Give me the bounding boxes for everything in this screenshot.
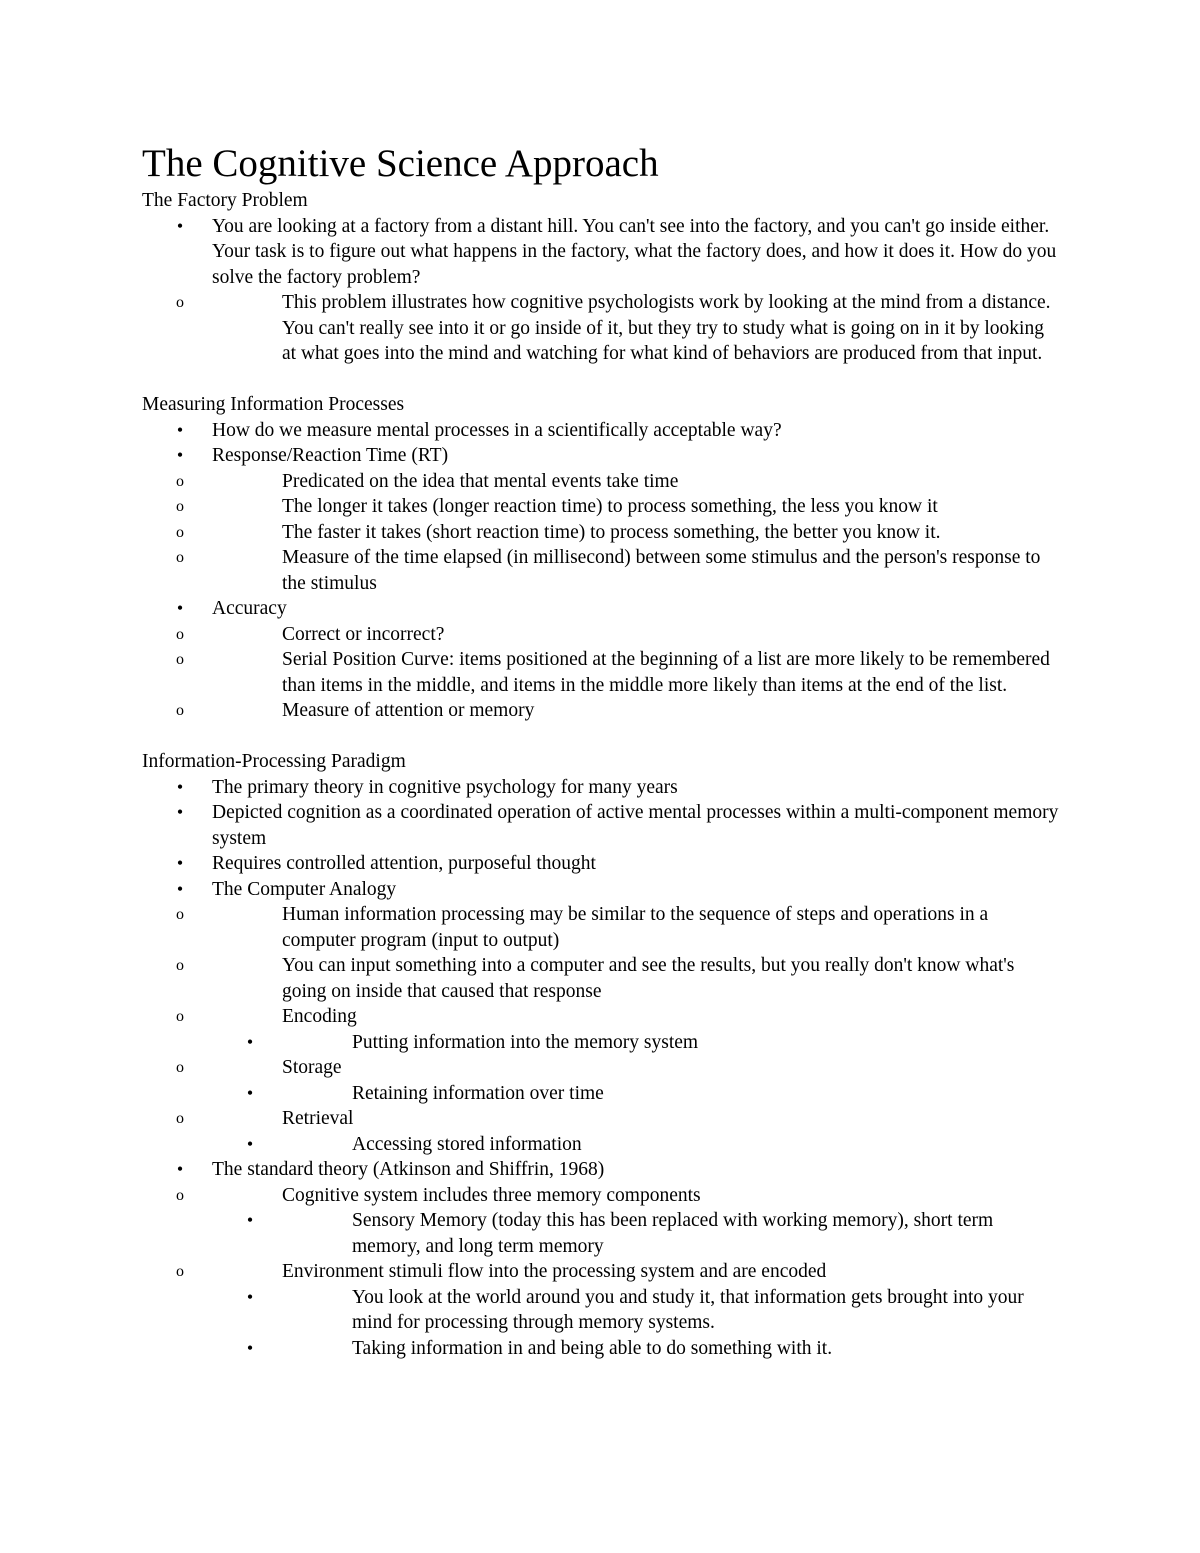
outline-level-2-list bbox=[176, 290, 1062, 367]
outline-level-2-list bbox=[176, 469, 1062, 597]
bullet-icon: • bbox=[176, 776, 184, 797]
section-spacer bbox=[142, 367, 1062, 393]
list-item bbox=[176, 953, 1062, 1004]
list-item-text: How do we measure mental processes in a scientifically acceptable way? bbox=[212, 419, 782, 441]
bullet-icon: • bbox=[246, 1337, 254, 1358]
section bbox=[142, 367, 1062, 724]
list-item-text: The standard theory (Atkinson and Shiffrin, 1968) bbox=[212, 1159, 605, 1180]
bullet-icon: • bbox=[176, 419, 184, 440]
list-item-text: Storage bbox=[282, 1057, 342, 1078]
list-item bbox=[176, 622, 1062, 648]
list-item-text: Accuracy bbox=[212, 598, 287, 619]
list-item bbox=[176, 1106, 1062, 1157]
page-title: The Cognitive Science Approach bbox=[142, 142, 659, 185]
list-item-text: Human information processing may be similar to the sequence of steps and operations in a computer program (input to output) bbox=[282, 904, 989, 951]
list-item bbox=[246, 1208, 1062, 1259]
bullet-icon: • bbox=[176, 215, 184, 236]
outline-level-1-list bbox=[142, 418, 1062, 724]
circle-bullet-icon: o bbox=[176, 625, 184, 643]
list-item-text: Environment stimuli flow into the processing system and are encoded bbox=[282, 1261, 827, 1282]
list-item bbox=[142, 851, 1062, 877]
list-item bbox=[176, 1004, 1062, 1055]
document-body bbox=[142, 140, 1062, 1361]
list-item bbox=[142, 775, 1062, 801]
list-item-text: Putting information into the memory system bbox=[352, 1031, 699, 1053]
list-item bbox=[176, 902, 1062, 953]
list-item bbox=[142, 800, 1062, 851]
list-item bbox=[176, 647, 1062, 698]
list-item-text: The longer it takes (longer reaction time) to process something, the less you know it bbox=[282, 496, 938, 517]
circle-bullet-icon: o bbox=[176, 523, 184, 541]
circle-bullet-icon: o bbox=[176, 472, 184, 490]
list-item-text: Measure of the time elapsed (in millisecond) between some stimulus and the person's response to the stimulus bbox=[282, 547, 1041, 594]
list-item bbox=[142, 214, 1062, 367]
list-item bbox=[246, 1336, 1062, 1362]
bullet-icon: • bbox=[246, 1210, 254, 1230]
list-item-text: Taking information in and being able to do something with it. bbox=[352, 1337, 833, 1359]
list-item bbox=[176, 520, 1062, 546]
list-item bbox=[176, 1259, 1062, 1361]
outline-level-3-list bbox=[246, 1285, 1062, 1362]
list-item bbox=[176, 494, 1062, 520]
list-item-text: Depicted cognition as a coordinated operation of active mental processes within a multi-component memory system bbox=[212, 802, 1059, 849]
list-item-text: Accessing stored information bbox=[352, 1133, 582, 1155]
circle-bullet-icon: o bbox=[176, 294, 184, 311]
bullet-icon: • bbox=[246, 1031, 254, 1052]
section bbox=[142, 724, 1062, 1362]
outline-level-1-list bbox=[142, 775, 1062, 1362]
list-item-text: Retaining information over time bbox=[352, 1082, 604, 1104]
list-item-text: This problem illustrates how cognitive psychologists work by looking at the mind from a distance. You can't really see into it or go inside of it, but they try to study what is going on in it by looking at what goes into the mind and watching for what kind of behaviors are produced from that input. bbox=[282, 292, 1051, 364]
list-item-text: Cognitive system includes three memory components bbox=[282, 1184, 701, 1206]
circle-bullet-icon: o bbox=[176, 651, 184, 668]
list-item bbox=[142, 596, 1062, 724]
outline-level-3-list bbox=[246, 1132, 1062, 1158]
list-item-text: The faster it takes (short reaction time) to process something, the better you know it. bbox=[282, 521, 941, 543]
outline-level-3-list bbox=[246, 1208, 1062, 1259]
bullet-icon: • bbox=[246, 1286, 254, 1307]
list-item-text: Serial Position Curve: items positioned at the beginning of a list are more likely to be remembered than items in the middle, and items in the middle more likely than items at the end of the list. bbox=[282, 649, 1050, 696]
list-item-text: You are looking at a factory from a distant hill. You can't see into the factory, and you can't go inside either. Your task is to figure out what happens in the factory, what the factory does, and how it does it. How do you solve the factory problem? bbox=[212, 215, 1057, 288]
outline-level-2-list bbox=[176, 622, 1062, 724]
bullet-icon: • bbox=[176, 598, 184, 618]
list-item-text: Predicated on the idea that mental events take time bbox=[282, 470, 679, 492]
bullet-icon: • bbox=[176, 1159, 184, 1179]
outline-level-3-list bbox=[246, 1081, 1062, 1107]
section-heading: Measuring Information Processes bbox=[142, 394, 405, 415]
bullet-icon: • bbox=[176, 445, 184, 465]
list-item bbox=[246, 1081, 1062, 1107]
list-item bbox=[142, 443, 1062, 596]
outline-level-1-list bbox=[142, 214, 1062, 367]
list-item-text: Requires controlled attention, purposeful thought bbox=[212, 853, 596, 874]
list-item-text: Measure of attention or memory bbox=[282, 700, 535, 721]
list-item bbox=[246, 1132, 1062, 1158]
list-item bbox=[176, 545, 1062, 596]
bullet-icon: • bbox=[246, 1082, 254, 1103]
section-heading: The Factory Problem bbox=[142, 190, 308, 211]
circle-bullet-icon: o bbox=[176, 1110, 184, 1127]
circle-bullet-icon: o bbox=[176, 1059, 184, 1076]
outline-level-2-list bbox=[176, 1183, 1062, 1362]
list-item bbox=[176, 290, 1062, 367]
circle-bullet-icon: o bbox=[176, 702, 184, 719]
bullet-icon: • bbox=[176, 878, 184, 899]
list-item-text: Response/Reaction Time (RT) bbox=[212, 445, 449, 466]
list-item bbox=[176, 1183, 1062, 1260]
circle-bullet-icon: o bbox=[176, 1263, 184, 1280]
list-item bbox=[176, 698, 1062, 724]
circle-bullet-icon: o bbox=[176, 1186, 184, 1204]
list-item-text: The primary theory in cognitive psychology for many years bbox=[212, 776, 678, 798]
list-item bbox=[246, 1285, 1062, 1336]
list-item bbox=[246, 1030, 1062, 1056]
list-item-text: Encoding bbox=[282, 1006, 357, 1027]
section bbox=[142, 188, 1062, 367]
list-item bbox=[176, 1055, 1062, 1106]
bullet-icon: • bbox=[176, 853, 184, 873]
circle-bullet-icon: o bbox=[176, 498, 184, 515]
list-item bbox=[142, 418, 1062, 444]
list-item-text: Retrieval bbox=[282, 1108, 354, 1129]
outline-level-3-list bbox=[246, 1030, 1062, 1056]
circle-bullet-icon: o bbox=[176, 957, 184, 974]
list-item bbox=[142, 877, 1062, 1158]
sections-container bbox=[142, 188, 1062, 1361]
outline-level-2-list bbox=[176, 902, 1062, 1157]
list-item-text: Correct or incorrect? bbox=[282, 623, 445, 645]
circle-bullet-icon: o bbox=[176, 549, 184, 566]
bullet-icon: • bbox=[246, 1133, 254, 1154]
list-item bbox=[176, 469, 1062, 495]
list-item bbox=[142, 1157, 1062, 1361]
section-spacer bbox=[142, 724, 1062, 750]
bullet-icon: • bbox=[176, 802, 184, 822]
list-item-text: You look at the world around you and study it, that information gets brought into your mind for processing through memory systems. bbox=[352, 1286, 1024, 1333]
list-item-text: Sensory Memory (today this has been replaced with working memory), short term memory, and long term memory bbox=[352, 1210, 994, 1257]
section-heading: Information-Processing Paradigm bbox=[142, 751, 406, 772]
circle-bullet-icon: o bbox=[176, 906, 184, 923]
circle-bullet-icon: o bbox=[176, 1008, 184, 1025]
list-item-text: You can input something into a computer and see the results, but you really don't know what's going on inside that caused that response bbox=[282, 955, 1015, 1002]
list-item-text: The Computer Analogy bbox=[212, 878, 397, 900]
